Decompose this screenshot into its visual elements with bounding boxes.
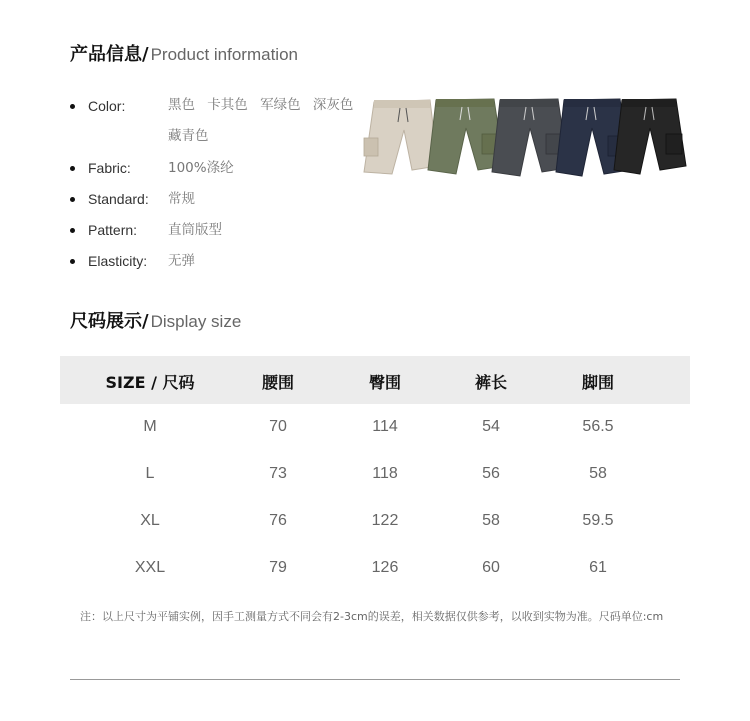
cell-length: 56: [482, 465, 500, 482]
pattern-value: 直筒版型: [168, 222, 222, 238]
cell-leg-opening: 58: [589, 465, 607, 482]
size-title-cn: 尺码展示/: [70, 311, 149, 332]
product-info-title-cn: 产品信息/: [70, 44, 149, 65]
product-info-list: [70, 96, 370, 282]
cell-waist: 70: [269, 418, 287, 435]
shorts-khaki: [364, 100, 438, 174]
shorts-black: [614, 99, 686, 174]
cell-hip: 126: [371, 559, 399, 576]
cell-leg-opening: 59.5: [582, 512, 614, 529]
cell-waist: 76: [269, 512, 287, 529]
color-value: 藏青色: [168, 128, 209, 144]
cell-length: 58: [482, 512, 500, 529]
header-hip: 臀围: [368, 373, 401, 392]
bullet-icon: [70, 104, 75, 109]
elasticity-value: 无弹: [168, 253, 195, 269]
product-info-title-en: Product information: [150, 45, 298, 64]
header-size: SIZE / 尺码: [105, 373, 195, 392]
color-values: [168, 90, 368, 152]
info-row-pattern: [70, 220, 370, 251]
cell-leg-opening: 56.5: [582, 418, 614, 435]
bullet-icon: [70, 228, 75, 233]
info-row-elasticity: [70, 251, 370, 282]
cell-hip: 114: [372, 418, 398, 435]
cell-waist: 79: [269, 559, 287, 576]
header-waist: 腰围: [261, 373, 294, 392]
info-row-fabric: [70, 158, 370, 189]
product-info-title: [70, 40, 298, 66]
color-value: 卡其色: [207, 97, 248, 113]
size-section-title: [70, 307, 241, 333]
cell-hip: 118: [372, 465, 398, 482]
pattern-label: Pattern:: [88, 222, 138, 238]
info-row-color: [70, 96, 370, 158]
color-label: Color:: [88, 98, 126, 114]
size-title-en: Display size: [150, 312, 242, 331]
cell-size: M: [143, 418, 157, 435]
bullet-icon: [70, 259, 75, 264]
cell-waist: 73: [269, 465, 287, 482]
divider: [70, 679, 680, 680]
header-length: 裤长: [474, 373, 507, 392]
bullet-icon: [70, 197, 75, 202]
table-row: [60, 498, 690, 545]
fabric-value: 100%涤纶: [168, 160, 234, 176]
bullet-icon: [70, 166, 75, 171]
standard-value: 常规: [168, 191, 195, 207]
header-leg-opening: 脚围: [581, 373, 614, 392]
table-row: [60, 545, 690, 592]
cell-size: L: [145, 465, 155, 482]
fabric-label: Fabric:: [88, 160, 131, 176]
size-table: [60, 356, 690, 592]
standard-label: Standard:: [88, 191, 149, 207]
table-row: [60, 451, 690, 498]
color-value: 深灰色: [312, 97, 354, 113]
color-value: 黑色: [168, 97, 195, 113]
table-row: [60, 404, 690, 451]
elasticity-label: Elasticity:: [88, 253, 148, 269]
color-value: 军绿色: [260, 97, 301, 113]
cell-size: XL: [140, 512, 160, 529]
product-shorts-image: [360, 96, 690, 196]
cell-length: 60: [482, 559, 500, 576]
cell-hip: 122: [371, 512, 399, 529]
cell-length: 54: [482, 418, 500, 435]
size-note: 注：以上尺寸为平铺实例，因手工测量方式不同会有2-3cm的误差，相关数据仅供参考，以收到实物为准。尺码单位:cm: [80, 610, 664, 623]
cell-size: XXL: [134, 559, 166, 576]
info-row-standard: [70, 189, 370, 220]
size-table-header: [60, 356, 690, 404]
cell-leg-opening: 61: [589, 559, 607, 576]
